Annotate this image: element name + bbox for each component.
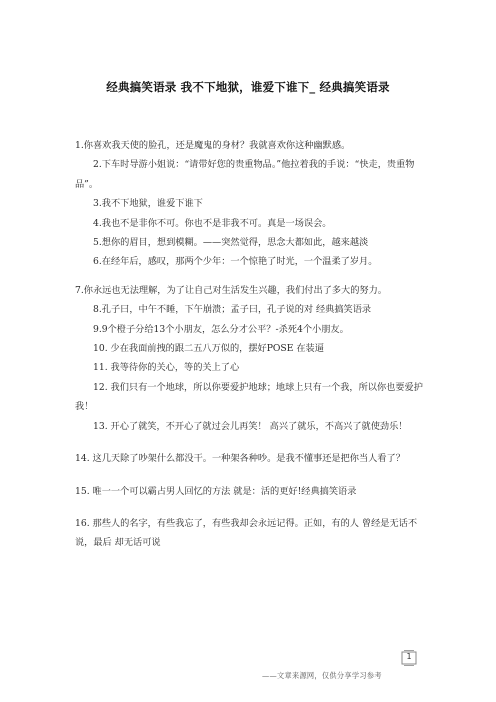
paragraph-14: 14. 这几天除了吵架什么都没干。一种架各种吵。是我不懂事还是把你当人看了？ — [75, 453, 405, 465]
paragraph-5: 5.想你的眉目，想到模糊。——突然觉得，思念大都如此，越来越淡 — [93, 237, 369, 249]
paragraph-9: 9.9个橙子分给13个小朋友，怎么分才公平？-杀死4个小朋友。 — [93, 323, 349, 335]
paragraph-7: 7.你永远也无法理解，为了让自己对生活发生兴趣，我们付出了多大的努力。 — [75, 284, 387, 296]
paragraph-16: 16. 那些人的名字，有些我忘了，有些我却会永远记得。正如，有的人 曾经是无话不说，最后 却无话可说 — [75, 517, 418, 549]
document-body — [75, 136, 424, 553]
paragraph-8: 8.孔子曰，中午不睡，下午崩溃；孟子曰，孔子说的对 经典搞笑语录 — [93, 304, 372, 316]
paragraph-10: 10. 少在我面前拽的跟二五八万似的，摆好POSE 在装逼 — [93, 343, 324, 355]
paragraph-12: 12. 我们只有一个地球，所以你要爱护地球；地球上只有一个我，所以你也要爱护我！ — [75, 381, 423, 413]
page-number: 1 — [406, 652, 412, 661]
page-number-badge — [400, 649, 418, 667]
paragraph-13: 13. 开心了就笑，不开心了就过会儿再笑！ 高兴了就乐，不高兴了就使劲乐！ — [93, 420, 408, 432]
paragraph-4: 4.我也不是非你不可。你也不是非我不可。真是一场误会。 — [93, 217, 332, 229]
footer-note: ——文章来源网，仅供分享学习参考 — [262, 671, 382, 680]
paragraph-3: 3.我不下地狱，谁爱下谁下 — [93, 198, 203, 210]
document-title: 经典搞笑语录 我不下地狱，谁爱下谁下_ 经典搞笑语录 — [106, 80, 390, 94]
paragraph-6: 6.在经年后，感叹，那两个少年：一个惊艳了时光，一个温柔了岁月。 — [93, 256, 378, 268]
paragraph-11: 11. 我等待你的关心，等的关上了心 — [93, 362, 240, 374]
paragraph-15: 15. 唯一一个可以霸占男人回忆的方法 就是：活的更好!经典搞笑语录 — [75, 485, 357, 497]
paragraph-2: 2.下车时导游小姐说：“请带好您的贵重物品。”他拉着我的手说：“快走，贵重物品”。 — [75, 159, 415, 190]
paragraph-1: 1.你喜欢我天使的脸孔，还是魔鬼的身材？我就喜欢你这种幽默感。 — [75, 140, 351, 151]
